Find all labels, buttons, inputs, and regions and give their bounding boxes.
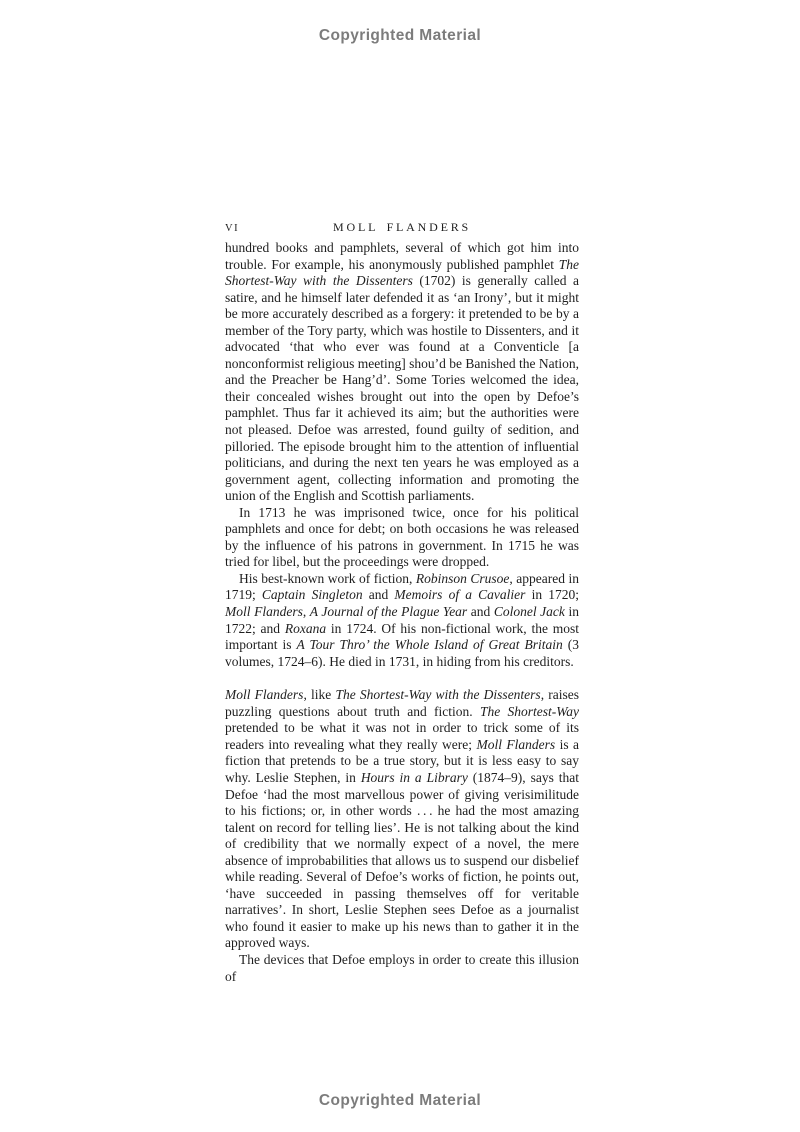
page-header	[225, 220, 579, 238]
book-title-italic: A Journal of the Plague Year	[309, 604, 468, 620]
book-title-italic: Robinson Crusoe	[415, 570, 510, 586]
body-text-run: In 1713 he was imprisoned twice, once for his political pamphlets and once for debt; on both occasions he was released by the influence of his patrons in government. In 1715 he was tried for libel, but the proceedings were dropped.	[225, 504, 579, 570]
body-text-run: and	[467, 604, 494, 620]
book-title-italic: Roxana	[284, 620, 327, 636]
body-text-run: is a fiction that pretends to be a true story, but it is less easy to say why. Leslie Stephen, in	[225, 736, 580, 785]
body-text-run: , appeared in 1719;	[225, 570, 579, 603]
body-text-run: (1702) is generally called a satire, and he himself later defended it as ‘an Irony’, but it might be more accurately described as a forgery: it pretended to be by a member of the Tory party, which was hostile to Dissenters, and it advocated ‘that who ever was found at a Conventicle [a nonconformist religious meeting] shou’d be Banished the Nation, and the Preacher be Hang’d’. Some Tories welcomed the idea, their concealed wishes brought out into the open by Defoe’s pamphlet. Thus far it achieved its aim; but the authorities were not pleased. Defoe was arrested, found guilty of sedition, and pilloried. The episode brought him to the attention of influential politicians, and during the next ten years he was employed as a government agent, collecting information and promoting the union of the English and Scottish parliaments.	[225, 273, 579, 504]
book-title-italic: Captain Singleton	[261, 587, 363, 603]
body-text-run: (1874–9), says that Defoe ‘had the most marvellous power of giving verisimilitude to his fictions; or, in other words . . . he had the most amazing talent on record for telling lies’. He is not talking about the kind of credibility that we normally expect of a novel, the mere absence of improbabilities that allows us to suspend our disbelief while reading. Several of Defoe’s works of fiction, he points out, ‘have succeeded in passing themselves off for veritable narratives’. In short, Leslie Stephen sees Defoe as a journalist who found it easier to make up his news than to gather it in the approved ways.	[225, 769, 579, 951]
book-title-italic: A Tour Thro’ the Whole Island of Great Britain	[296, 637, 563, 653]
paragraph	[225, 505, 579, 571]
body-text-run: hundred books and pamphlets, several of which got him into trouble. For example, his anonymously published pamphlet	[225, 240, 579, 272]
body-text-run: , raises puzzling questions about truth and fiction.	[225, 687, 579, 719]
book-title-italic: The Shortest-Way with the Dissenters	[335, 687, 541, 703]
body-text-run: The devices that Defoe employs in order to create this illusion of	[225, 951, 579, 984]
paragraph	[225, 952, 579, 985]
body-text-run: , like	[303, 687, 336, 703]
page-number: VI	[225, 223, 240, 234]
paragraph	[225, 240, 579, 505]
body-text-run: in 1724. Of his non-fictional work, the most important is	[225, 620, 579, 653]
book-title-italic: The Shortest-Way	[479, 703, 579, 719]
book-title-italic: The Shortest-Way with the Dissenters	[225, 256, 579, 289]
paragraph	[225, 571, 579, 670]
book-title-italic: Hours in a Library	[360, 769, 468, 785]
body-text-run: (3 volumes, 1724–6). He died in 1731, in hiding from his creditors.	[225, 637, 580, 669]
body-text-run: pretended to be what it was not in order to trick some of its readers into revealing what they really were;	[225, 720, 579, 752]
copyright-banner-top: Copyrighted Material	[318, 27, 482, 44]
book-title-italic: Moll Flanders	[476, 736, 556, 752]
book-title-italic: Colonel Jack	[493, 604, 565, 620]
running-title: MOLL FLANDERS	[333, 220, 471, 234]
body-text-run: ,	[302, 604, 310, 620]
book-title-italic: Memoirs of a Cavalier	[394, 587, 526, 603]
body-paragraphs	[225, 240, 579, 985]
paragraph	[225, 687, 579, 952]
book-title-italic: Moll Flanders	[225, 604, 303, 620]
copyright-banner-bottom: Copyrighted Material	[318, 1092, 482, 1109]
book-title-italic: Moll Flanders	[225, 687, 304, 703]
body-text-run: His best-known work of fiction,	[239, 570, 416, 586]
body-text-run: in 1722; and	[225, 604, 580, 636]
body-text-run: in 1720;	[525, 587, 579, 603]
body-text-run: and	[362, 587, 395, 603]
